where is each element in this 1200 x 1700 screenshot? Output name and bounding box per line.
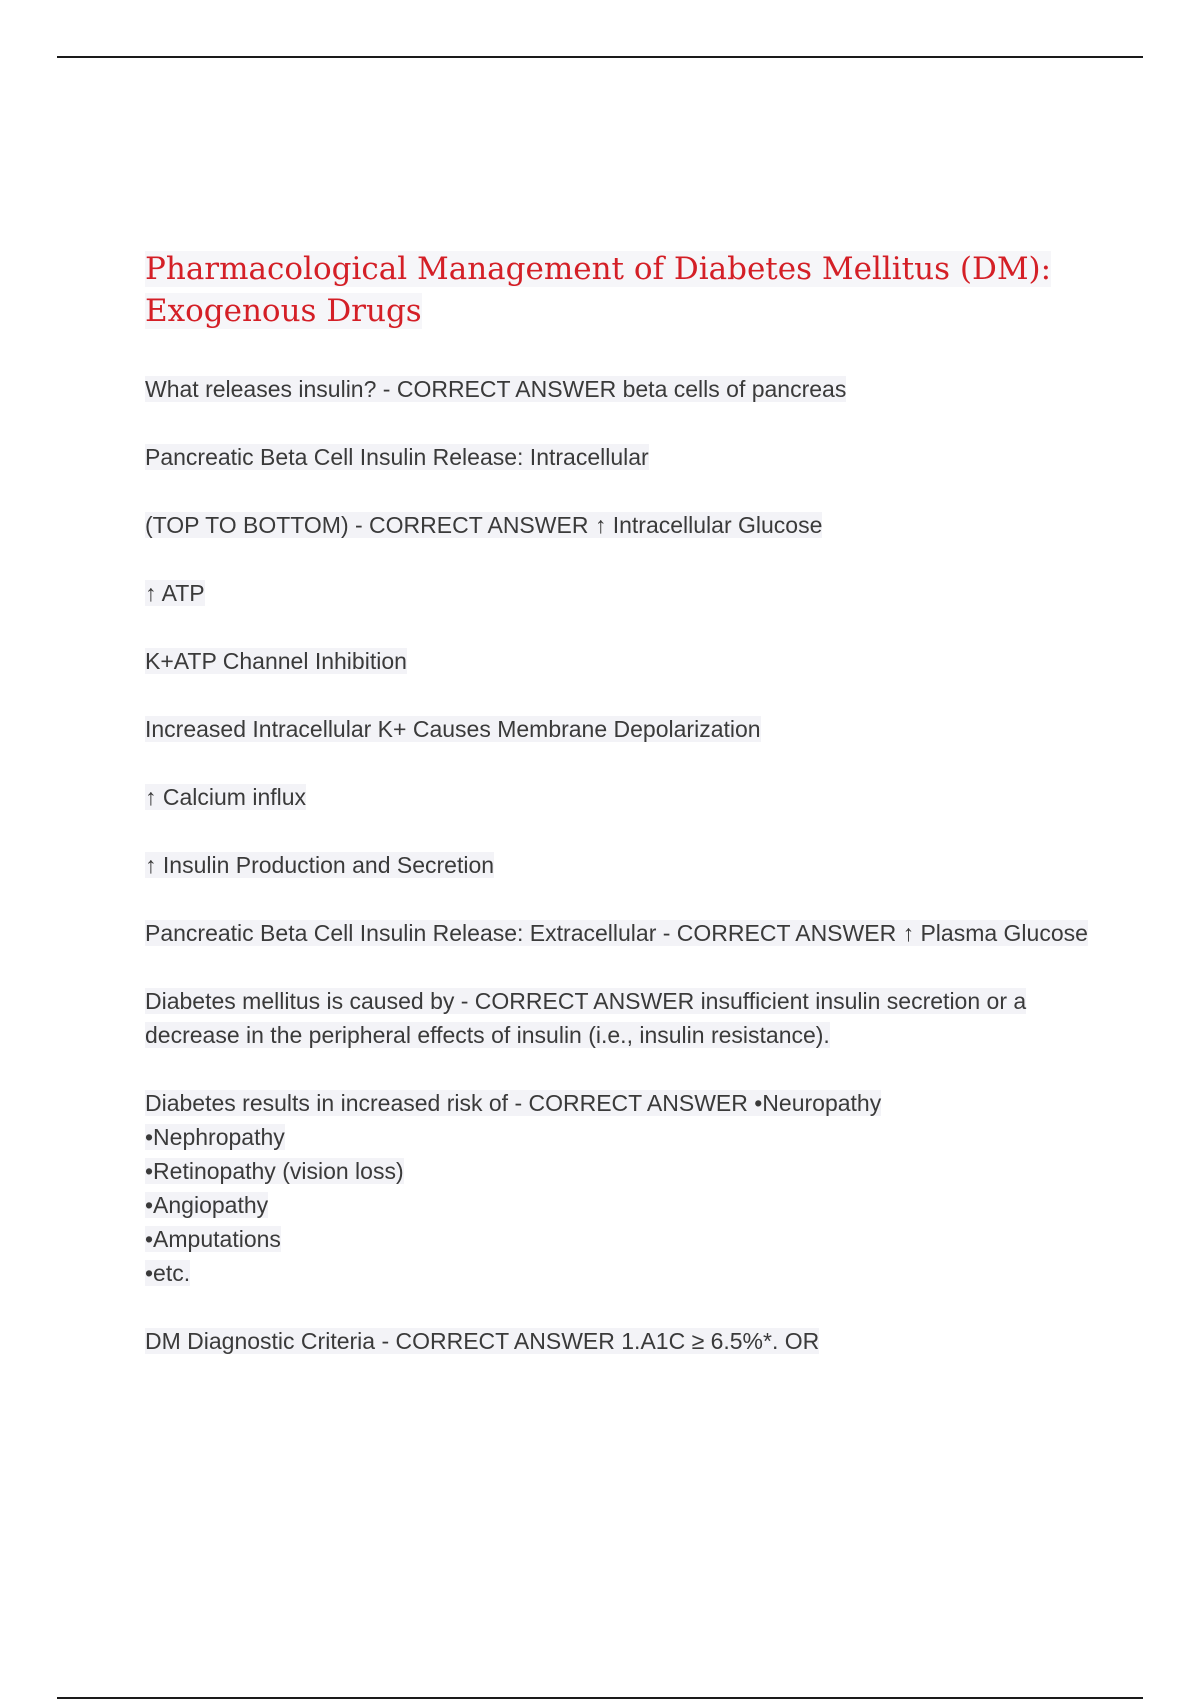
paragraph <box>145 372 1090 406</box>
paragraph <box>145 916 1090 950</box>
paragraph <box>145 848 1090 882</box>
diagnostic-criteria-text: DM Diagnostic Criteria - CORRECT ANSWER 1.A1C ≥ 6.5%*. OR <box>145 1328 820 1354</box>
risk-item-text: •Nephropathy <box>145 1124 285 1150</box>
risk-list <box>145 1086 1090 1290</box>
paragraph <box>145 576 1090 610</box>
risk-item <box>145 1154 1090 1188</box>
paragraph-text: Pancreatic Beta Cell Insulin Release: Extracellular - CORRECT ANSWER ↑ Plasma Glucose <box>145 920 1088 946</box>
risk-item-text: •etc. <box>145 1260 191 1286</box>
risk-item <box>145 1188 1090 1222</box>
risk-item-text: •Angiopathy <box>145 1192 269 1218</box>
paragraph-text: Pancreatic Beta Cell Insulin Release: Intracellular <box>145 444 649 470</box>
paragraph-text: Increased Intracellular K+ Causes Membrane Depolarization <box>145 716 761 742</box>
risk-lead-text: Diabetes results in increased risk of - CORRECT ANSWER •Neuropathy <box>145 1090 882 1116</box>
risk-item <box>145 1222 1090 1256</box>
risk-item <box>145 1120 1090 1154</box>
paragraph-text: (TOP TO BOTTOM) - CORRECT ANSWER ↑ Intracellular Glucose <box>145 512 823 538</box>
paragraph <box>145 644 1090 678</box>
paragraph-text: K+ATP Channel Inhibition <box>145 648 407 674</box>
paragraph <box>145 712 1090 746</box>
document-body <box>145 248 1090 1392</box>
paragraph <box>145 780 1090 814</box>
paragraph <box>145 440 1090 474</box>
top-rule <box>57 56 1143 58</box>
bottom-rule <box>57 1697 1143 1699</box>
paragraph-text: ↑ ATP <box>145 580 205 606</box>
risk-lead <box>145 1086 1090 1120</box>
risk-item <box>145 1256 1090 1290</box>
paragraph-text: ↑ Calcium influx <box>145 784 307 810</box>
risk-item-text: •Amputations <box>145 1226 281 1252</box>
risk-block <box>145 1086 1090 1290</box>
diagnostic-criteria <box>145 1324 1090 1358</box>
paragraph <box>145 984 1090 1052</box>
paragraph-text: Diabetes mellitus is caused by - CORRECT ANSWER insufficient insulin secretion or a decrease in the peripheral effects of insulin (i.e., insulin resistance). <box>145 988 1027 1048</box>
document-title-text: Pharmacological Management of Diabetes Mellitus (DM): Exogenous Drugs <box>145 251 1052 329</box>
paragraph-text: What releases insulin? - CORRECT ANSWER beta cells of pancreas <box>145 376 847 402</box>
risk-item-text: •Retinopathy (vision loss) <box>145 1158 404 1184</box>
paragraph-text: ↑ Insulin Production and Secretion <box>145 852 495 878</box>
paragraph <box>145 508 1090 542</box>
document-title <box>145 248 1090 332</box>
